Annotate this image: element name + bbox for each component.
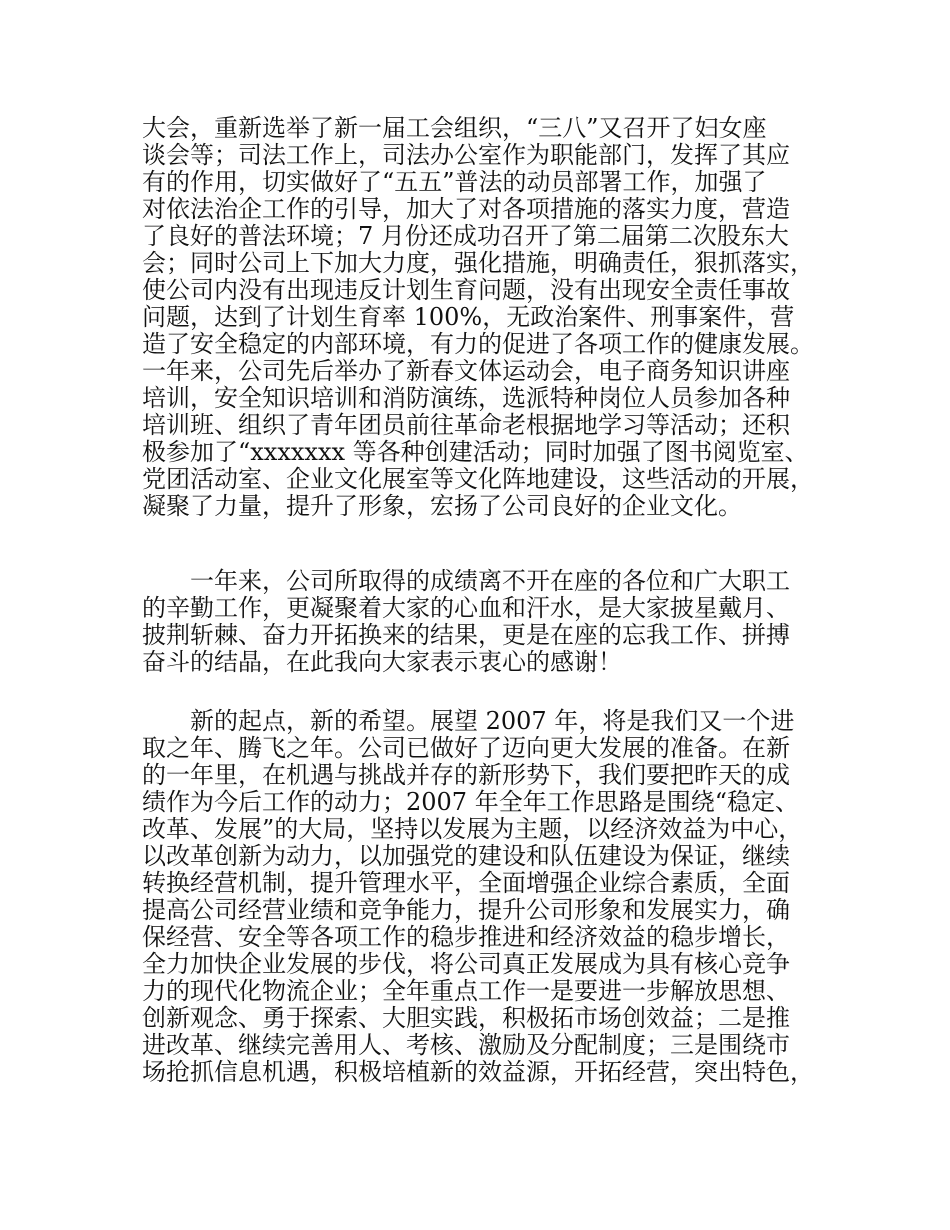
text-line: 新的起点，新的希望。展望 2007 年，将是我们又一个进 bbox=[142, 707, 795, 735]
text-line: 谈会等；司法工作上，司法办公室作为职能部门，发挥了其应 bbox=[142, 141, 790, 169]
text-line: 极参加了“xxxxxxx 等各种创建活动；同时加强了图书阅览室、 bbox=[142, 438, 809, 466]
text-line: 凝聚了力量，提升了形象，宏扬了公司良好的企业文化。 bbox=[142, 492, 742, 520]
paragraph-3 bbox=[142, 708, 822, 1086]
text-line: 的辛勤工作，更凝聚着大家的心血和汗水，是大家披星戴月、 bbox=[142, 594, 790, 622]
text-line: 创新观念、勇于探索、大胆实践，积极拓市场创效益；二是推 bbox=[142, 1004, 790, 1032]
text-line: 以改革创新为动力，以加强党的建设和队伍建设为保证，继续 bbox=[142, 842, 790, 870]
text-line: 绩作为今后工作的动力；2007 年全年工作思路是围绕“稳定、 bbox=[142, 788, 799, 816]
paragraph-2 bbox=[142, 568, 822, 676]
text-line: 取之年、腾飞之年。公司已做好了迈向更大发展的准备。在新 bbox=[142, 734, 790, 762]
text-line: 力的现代化物流企业；全年重点工作一是要进一步解放思想、 bbox=[142, 977, 790, 1005]
text-line: 培训班、组织了青年团员前往革命老根据地学习等活动；还积 bbox=[142, 411, 790, 439]
text-line: 造了安全稳定的内部环境，有力的促进了各项工作的健康发展。 bbox=[142, 330, 814, 358]
text-line: 一年来，公司先后举办了新春文体运动会，电子商务知识讲座 bbox=[142, 357, 790, 385]
text-line: 会；同时公司上下加大力度，强化措施，明确责任，狠抓落实， bbox=[142, 249, 814, 277]
text-line: 的一年里，在机遇与挑战并存的新形势下，我们要把昨天的成 bbox=[142, 761, 790, 789]
text-line: 场抢抓信息机遇，积极培植新的效益源，开拓经营，突出特色， bbox=[142, 1058, 814, 1086]
text-line: 问题，达到了计划生育率 100%，无政治案件、刑事案件，营 bbox=[142, 303, 795, 331]
text-line: 提高公司经营业绩和竞争能力，提升公司形象和发展实力，确 bbox=[142, 896, 790, 924]
text-line: 进改革、继续完善用人、考核、激励及分配制度；三是围绕市 bbox=[142, 1031, 790, 1059]
paragraph-1 bbox=[142, 115, 822, 520]
text-line: 使公司内没有出现违反计划生育问题，没有出现安全责任事故 bbox=[142, 276, 790, 304]
text-line: 有的作用，切实做好了“五五”普法的动员部署工作，加强了 bbox=[142, 168, 767, 196]
text-line: 大会，重新选举了新一届工会组织，“三八”又召开了妇女座 bbox=[142, 114, 767, 142]
text-line: 了良好的普法环境；7 月份还成功召开了第二届第二次股东大 bbox=[142, 222, 789, 250]
text-line: 全力加快企业发展的步伐，将公司真正发展成为具有核心竞争 bbox=[142, 950, 790, 978]
text-line: 一年来，公司所取得的成绩离不开在座的各位和广大职工 bbox=[142, 567, 790, 595]
text-line: 奋斗的结晶，在此我向大家表示衷心的感谢！ bbox=[142, 648, 622, 676]
text-line: 披荆斩棘、奋力开拓换来的结果，更是在座的忘我工作、拼搏 bbox=[142, 621, 790, 649]
text-line: 保经营、安全等各项工作的稳步推进和经济效益的稳步增长， bbox=[142, 923, 790, 951]
text-line: 改革、发展”的大局，坚持以发展为主题，以经济效益为中心， bbox=[142, 815, 803, 843]
text-line: 转换经营机制，提升管理水平，全面增强企业综合素质，全面 bbox=[142, 869, 790, 897]
text-line: 对依法治企工作的引导，加大了对各项措施的落实力度，营造 bbox=[142, 195, 790, 223]
text-line: 培训，安全知识培训和消防演练，选派特种岗位人员参加各种 bbox=[142, 384, 790, 412]
text-line: 党团活动室、企业文化展室等文化阵地建设，这些活动的开展， bbox=[142, 465, 814, 493]
